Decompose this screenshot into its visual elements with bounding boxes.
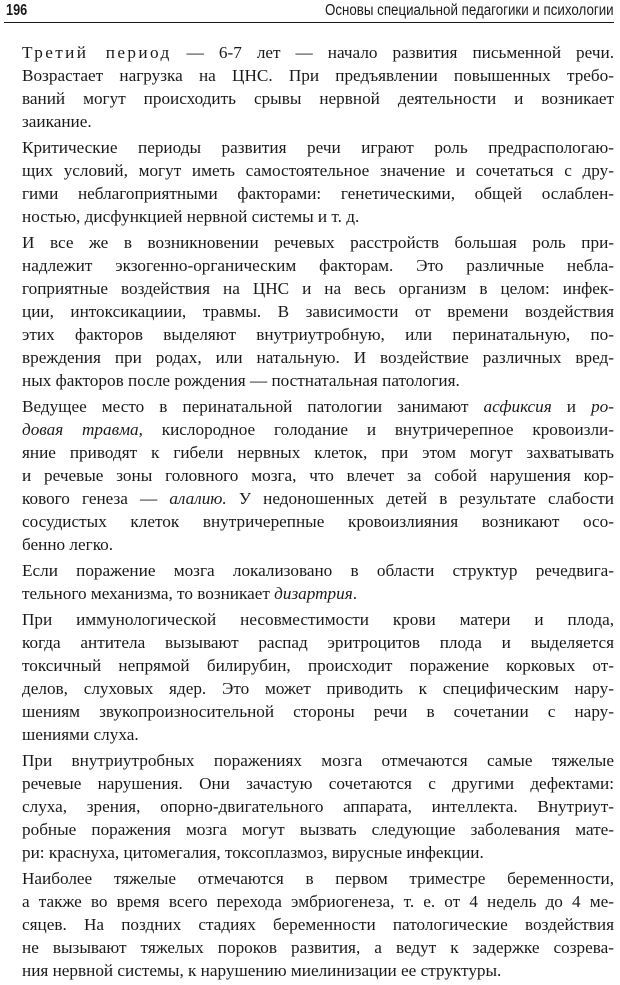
text-run: вреждения при родах, или натальную. И воздействие различных вред- bbox=[22, 348, 614, 367]
emphasized-term: ро- bbox=[591, 397, 614, 416]
text-run: У недоношенных детей в результате слабости bbox=[226, 489, 614, 508]
emphasized-term: дизартрия bbox=[274, 584, 353, 603]
text-line bbox=[4, 159, 614, 182]
paragraph bbox=[4, 559, 614, 605]
text-run: ции, интоксикациии, травмы. В зависимости от времени воздействия bbox=[22, 302, 614, 321]
emphasized-term: асфиксия bbox=[483, 397, 552, 416]
text-line bbox=[4, 582, 614, 605]
text-line bbox=[4, 959, 614, 982]
text-line bbox=[4, 723, 614, 746]
paragraph bbox=[4, 136, 614, 228]
text-line bbox=[4, 772, 614, 795]
text-run: яние приводят к гибели нервных клеток, при этом могут захватывать bbox=[22, 443, 614, 462]
text-run: сяцев. На поздних стадиях беременности патологические воздействия bbox=[22, 915, 614, 934]
text-line bbox=[4, 346, 614, 369]
text-run: робные поражения мозга могут вызвать следующие заболевания мате- bbox=[22, 820, 614, 839]
running-head bbox=[4, 2, 614, 23]
text-run: слуха, зрения, опорно-двигательного аппарата, интеллекта. Внутриут- bbox=[22, 797, 614, 816]
text-line bbox=[4, 677, 614, 700]
paragraph bbox=[4, 749, 614, 864]
text-line bbox=[4, 277, 614, 300]
text-run: ния нервной системы, к нарушению миелинизации ее структуры. bbox=[22, 961, 502, 980]
text-run: сосудистых клеток внутричерепные кровоизлияния возникают осо- bbox=[22, 512, 614, 531]
text-line bbox=[4, 510, 614, 533]
text-run: И все же в возникновении речевых расстройств большая роль при- bbox=[22, 233, 614, 252]
text-run: ных факторов после рождения — постнатальная патология. bbox=[22, 371, 460, 390]
text-line bbox=[4, 533, 614, 556]
text-line bbox=[4, 795, 614, 818]
text-run: и bbox=[551, 397, 592, 416]
text-run: При иммунологической несовместимости крови матери и плода, bbox=[22, 610, 614, 629]
text-run: ри: краснуха, цитомегалия, токсоплазмоз, вирусные инфекции. bbox=[22, 843, 484, 862]
text-line bbox=[4, 441, 614, 464]
emphasized-term: алалию. bbox=[169, 489, 227, 508]
text-line bbox=[4, 323, 614, 346]
text-line bbox=[4, 64, 614, 87]
paragraph bbox=[4, 41, 614, 133]
text-run: речевые нарушения. Они зачастую сочетаются с другими дефектами: bbox=[22, 774, 614, 793]
text-run: бенно легко. bbox=[22, 535, 114, 554]
text-run: гоприятные воздействия на ЦНС и на весь организм в целом: инфек- bbox=[22, 279, 614, 298]
text-run: шениям звукопроизносительной стороны речи в сочетании с нару- bbox=[22, 702, 614, 721]
text-line bbox=[4, 559, 614, 582]
paragraph bbox=[4, 395, 614, 556]
text-line bbox=[4, 369, 614, 392]
text-run: шениями слуха. bbox=[22, 725, 139, 744]
text-line bbox=[4, 110, 614, 133]
text-line bbox=[4, 300, 614, 323]
text-run: этих факторов выделяют внутриутробную, или перинатальную, по- bbox=[22, 325, 614, 344]
text-line bbox=[4, 254, 614, 277]
text-line bbox=[4, 87, 614, 110]
paragraph bbox=[4, 608, 614, 746]
text-line bbox=[4, 205, 614, 228]
body-text bbox=[4, 41, 614, 985]
text-run: . bbox=[352, 584, 358, 603]
text-run: делов, слуховых ядер. Это может приводить к специфическим нару- bbox=[22, 679, 614, 698]
text-line bbox=[4, 608, 614, 631]
text-run: Ведущее место в перинатальной патологии занимают bbox=[22, 397, 484, 416]
text-line bbox=[4, 231, 614, 254]
spaced-heading-term: Третий период bbox=[22, 43, 172, 62]
text-run: Критические периоды развития речи играют роль предраспологаю- bbox=[22, 138, 614, 157]
text-line bbox=[4, 136, 614, 159]
text-run: Если поражение мозга локализовано в области структур речедвига- bbox=[22, 561, 614, 580]
text-run: — 6-7 лет — начало развития письменной речи. bbox=[171, 43, 614, 62]
text-line bbox=[4, 749, 614, 772]
text-line bbox=[4, 913, 614, 936]
text-run: кового генеза — bbox=[22, 489, 170, 508]
text-line bbox=[4, 936, 614, 959]
text-run: ваний могут происходить срывы нервной деятельности и возникает bbox=[22, 89, 614, 108]
text-line bbox=[4, 464, 614, 487]
text-run: когда антитела вызывают распад эритроцитов плода и выделяется bbox=[22, 633, 614, 652]
text-line bbox=[4, 395, 614, 418]
text-run: тельного механизма, то возникает bbox=[22, 584, 275, 603]
paragraph bbox=[4, 231, 614, 392]
text-run: надлежит экзогенно-органическим факторам. Это различные небла- bbox=[22, 256, 614, 275]
text-run: токсичный непрямой билирубин, происходит поражение корковых от- bbox=[22, 656, 614, 675]
text-run: и речевые зоны головного мозга, что влечет за собой нарушения кор- bbox=[22, 466, 614, 485]
text-line bbox=[4, 818, 614, 841]
text-run: Возрастает нагрузка на ЦНС. При предъявлении повышенных требо- bbox=[22, 66, 614, 85]
running-title: Основы специальной педагогики и психологии bbox=[325, 2, 614, 19]
text-line bbox=[4, 631, 614, 654]
page-number: 196 bbox=[6, 2, 28, 19]
text-line bbox=[4, 418, 614, 441]
text-run: Наиболее тяжелые отмечаются в первом триместре беременности, bbox=[22, 869, 614, 888]
text-line bbox=[4, 654, 614, 677]
text-line bbox=[4, 182, 614, 205]
text-line bbox=[4, 487, 614, 510]
text-run: заикание. bbox=[22, 112, 92, 131]
text-line bbox=[4, 867, 614, 890]
text-line bbox=[4, 41, 614, 64]
text-run: гими неблагоприятными факторами: генетическими, общей ослаблен- bbox=[22, 184, 614, 203]
text-run: щих условий, могут иметь самостоятельное значение и сочетаться с дру- bbox=[22, 161, 614, 180]
text-run: ностью, дисфункцией нервной системы и т. д. bbox=[22, 207, 360, 226]
text-run: не вызывают тяжелых пороков развития, а ведут к задержке созрева- bbox=[22, 938, 614, 957]
text-run: кислородное голодание и внутричерепное кровоизли- bbox=[142, 420, 614, 439]
text-run: При внутриутробных поражениях мозга отмечаются самые тяжелые bbox=[22, 751, 614, 770]
emphasized-term: довая травма, bbox=[22, 420, 143, 439]
text-line bbox=[4, 700, 614, 723]
text-line bbox=[4, 890, 614, 913]
text-line bbox=[4, 841, 614, 864]
text-run: а также во время всего перехода эмбриогенеза, т. е. от 4 недель до 4 ме- bbox=[22, 892, 614, 911]
